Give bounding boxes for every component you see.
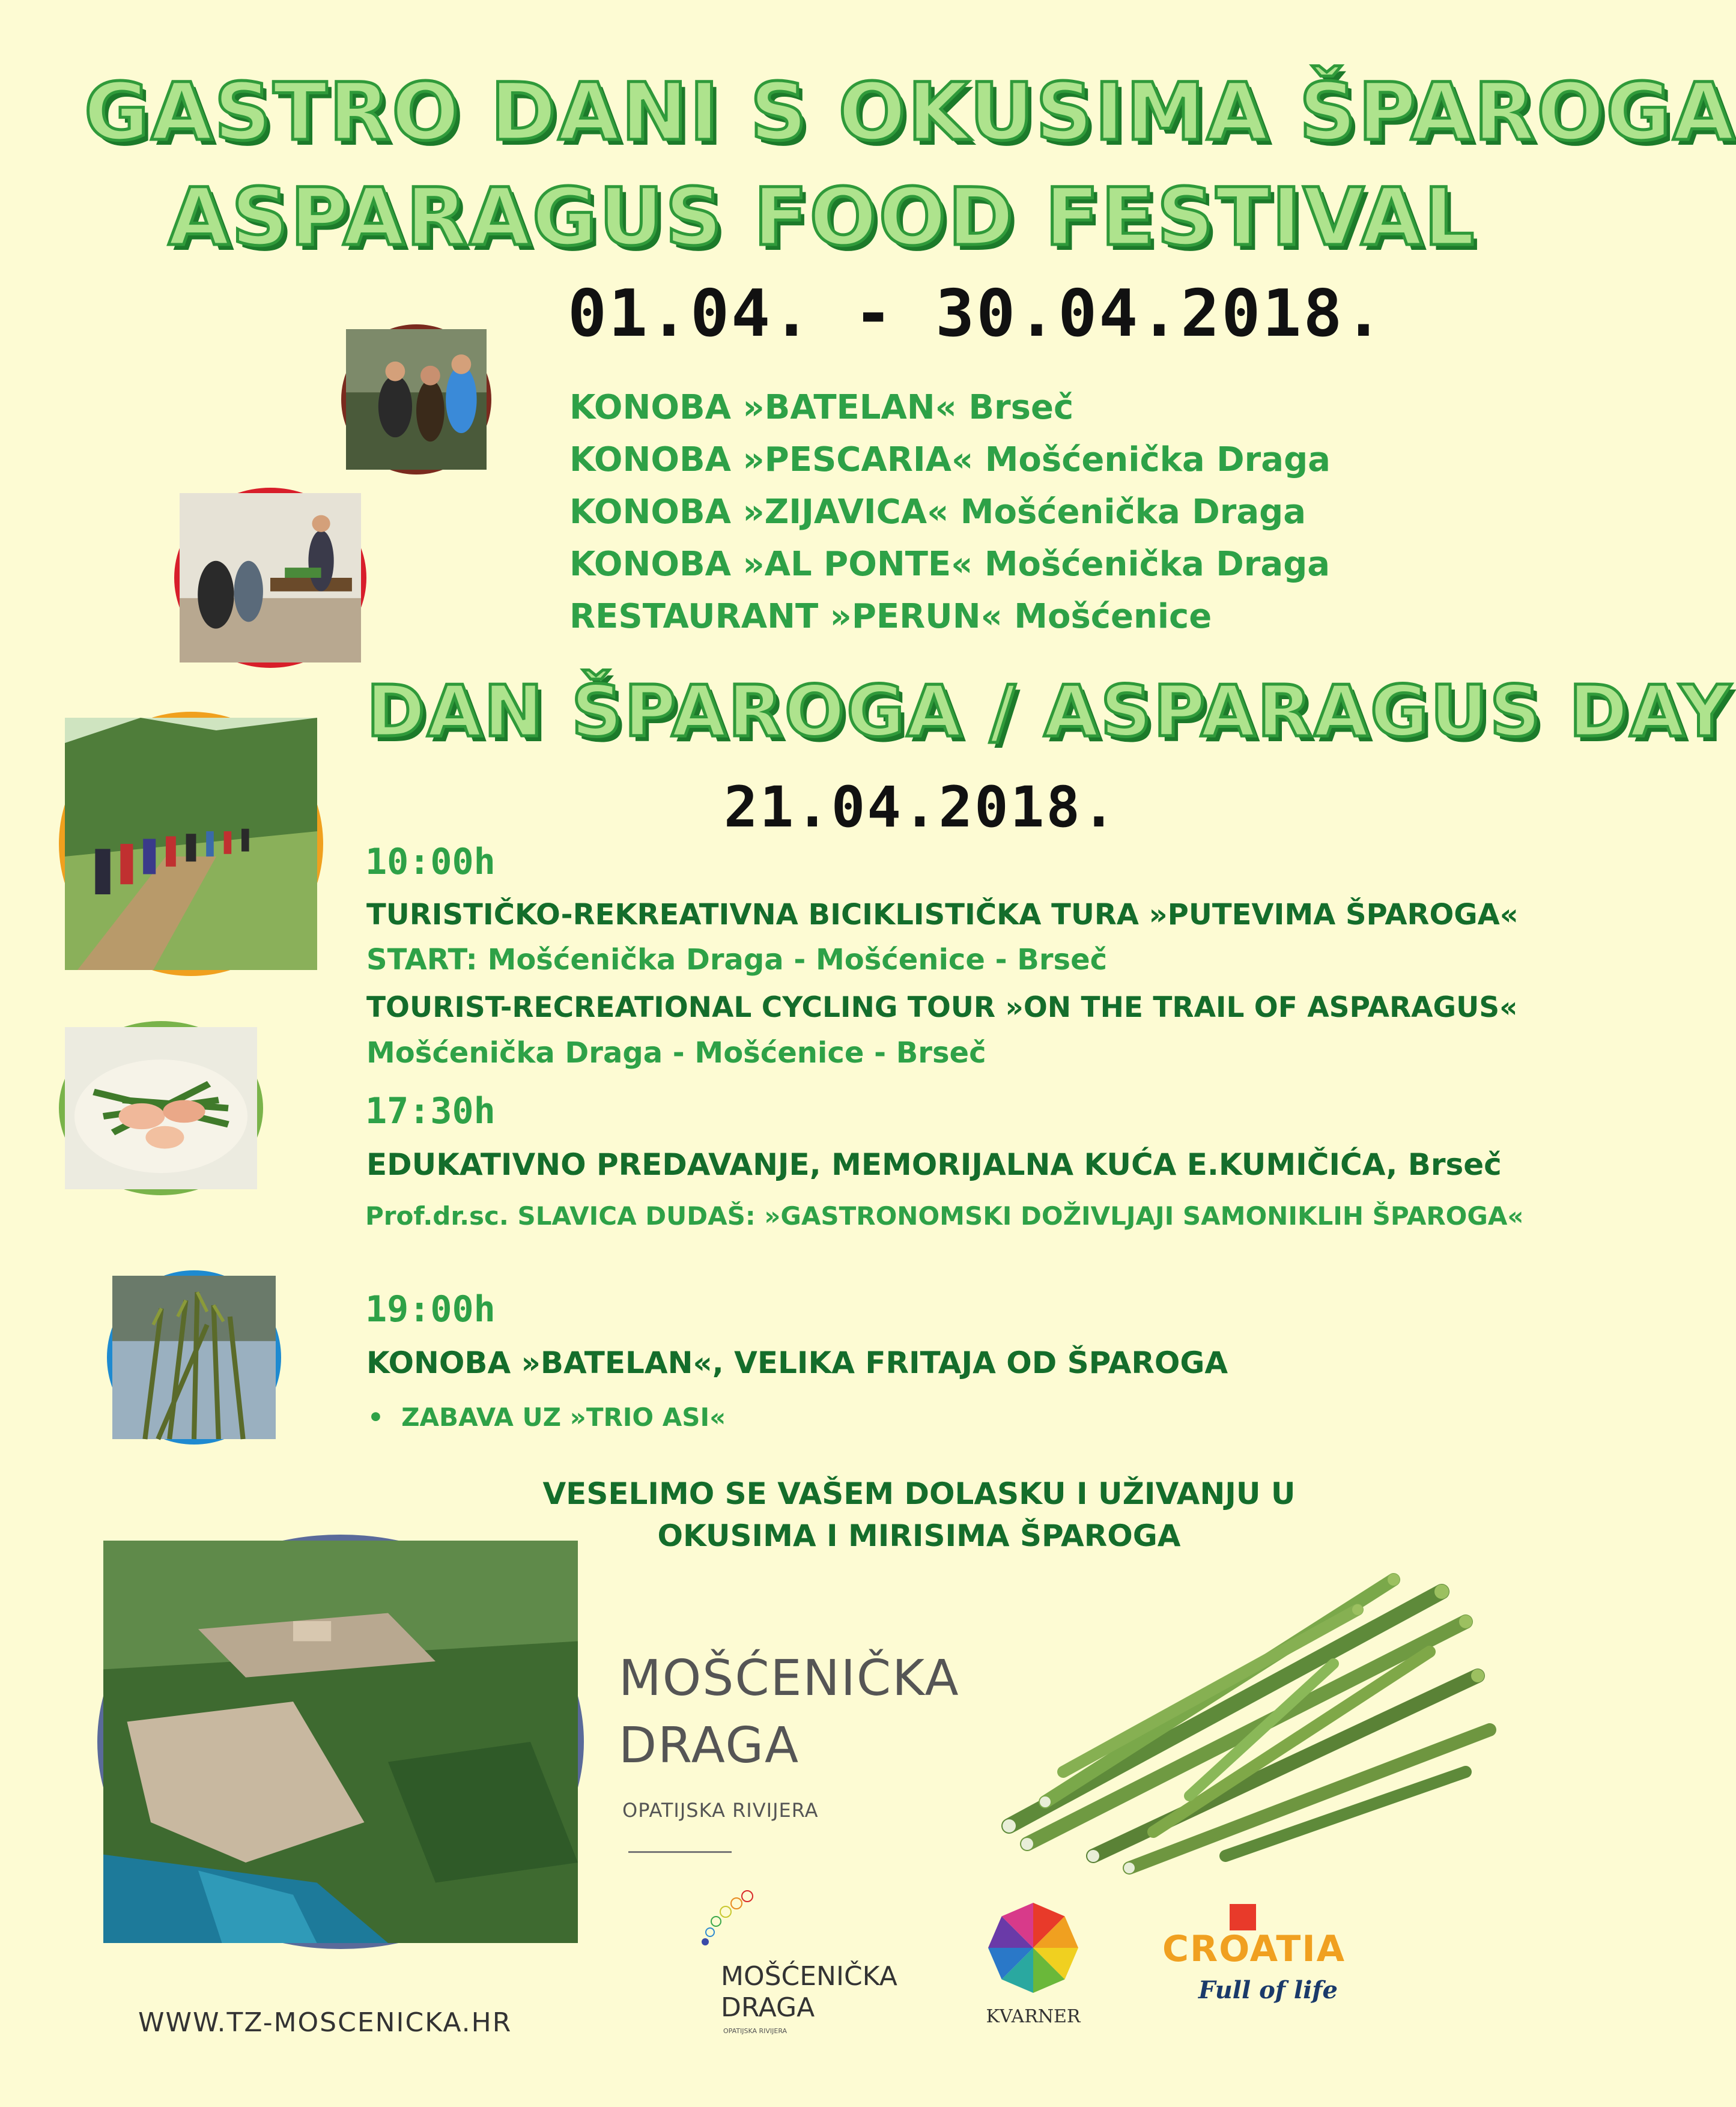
event-2-speaker: Prof.dr.sc. SLAVICA DUDAŠ: »GASTRONOMSKI DOŽIVLJAJI SAMONIKLIH ŠPAROGA« [365, 1201, 1524, 1231]
event-3-time: 19:00h [365, 1288, 496, 1330]
event-2-title: EDUKATIVNO PREDAVANJE, MEMORIJALNA KUĆA E.KUMIČIĆA, Brseč [366, 1147, 1502, 1182]
closing-line-2: OKUSIMA I MIRISIMA ŠPAROGA [657, 1518, 1181, 1553]
kvarner-star-icon [988, 1903, 1078, 1993]
bullet-text: ZABAVA UZ »TRIO ASI« [401, 1402, 726, 1432]
asparagus-bunch-image [973, 1544, 1491, 1880]
bullet-icon: • [368, 1402, 402, 1432]
croatia-red-square-icon [1230, 1904, 1256, 1930]
title-line-1: GASTRO DANI S OKUSIMA ŠPAROGA [84, 66, 1736, 159]
moscenicka-draga-logo [697, 1883, 913, 2035]
festival-dates: 01.04. - 30.04.2018. [568, 276, 1385, 351]
website-link[interactable]: WWW.TZ-MOSCENICKA.HR [138, 2007, 512, 2038]
wild-asparagus-photo [107, 1270, 281, 1445]
venue-item: KONOBA »AL PONTE« Mošćenička Draga [569, 545, 1331, 584]
musicians-photo [341, 324, 491, 474]
lecture-photo [174, 488, 366, 668]
event-1-time: 10:00h [365, 841, 496, 883]
closing-line-1: VESELIMO SE VAŠEM DOLASKU I UŽIVANJU U [542, 1476, 1296, 1511]
brand-name-line-2: DRAGA [619, 1717, 800, 1774]
event-3-bullet [368, 1402, 726, 1432]
event-1-route-hr: START: Mošćenička Draga - Mošćenice - Brseč [366, 943, 1108, 977]
village-aerial-photo [97, 1535, 584, 1949]
venue-item: KONOBA »PESCARIA« Mošćenička Draga [569, 440, 1331, 479]
venue-item: KONOBA »ZIJAVICA« Mošćenička Draga [569, 493, 1307, 532]
brand-name-line-1: MOŠĆENIČKA [619, 1650, 960, 1707]
md-logo-line-2: DRAGA [721, 1992, 815, 2023]
croatia-wordmark: CROATIA [1162, 1928, 1346, 1970]
venue-item: KONOBA »BATELAN« Brseč [569, 388, 1074, 427]
title-line-2: ASPARAGUS FOOD FESTIVAL [168, 171, 1477, 264]
venue-item: RESTAURANT »PERUN« Mošćenice [569, 597, 1212, 636]
kvarner-logo [985, 1903, 1081, 2035]
event-1-title-hr: TURISTIČKO-REKREATIVNA BICIKLISTIČKA TURA »PUTEVIMA ŠPAROGA« [366, 898, 1519, 932]
event-2-time: 17:30h [365, 1090, 496, 1132]
brand-divider [628, 1851, 732, 1853]
md-logo-sub: OPATIJSKA RIVIJERA [723, 2027, 788, 2035]
croatia-logo [1162, 1904, 1361, 2024]
event-3-title: KONOBA »BATELAN«, VELIKA FRITAJA OD ŠPAROGA [366, 1345, 1228, 1380]
md-logo-line-1: MOŠĆENIČKA [721, 1961, 897, 1992]
shrimp-asparagus-dish-photo [59, 1021, 263, 1195]
event-1-title-en: TOURIST-RECREATIONAL CYCLING TOUR »ON THE TRAIL OF ASPARAGUS« [366, 991, 1518, 1024]
brand-subtitle: OPATIJSKA RIVIJERA [622, 1799, 819, 1822]
event-1-route-en: Mošćenička Draga - Mošćenice - Brseč [366, 1036, 986, 1070]
kvarner-label: KVARNER [986, 2006, 1081, 2027]
day-title: DAN ŠPAROGA / ASPARAGUS DAY [366, 670, 1733, 753]
hikers-photo [59, 712, 323, 976]
venue-list [569, 381, 1331, 643]
circles-icon [697, 1883, 757, 1955]
day-date: 21.04.2018. [724, 775, 1118, 840]
croatia-tagline: Full of life [1198, 1976, 1338, 2004]
